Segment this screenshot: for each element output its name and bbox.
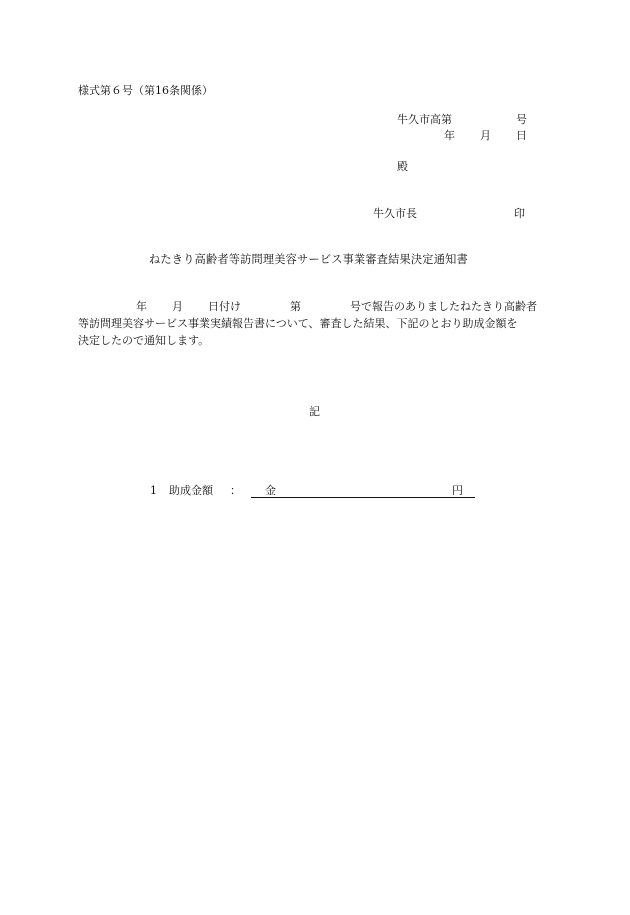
- amount-prefix: 金: [265, 484, 276, 497]
- form-number: 様式第６号（第16条関係）: [78, 84, 213, 97]
- issuer-name: 牛久市長: [373, 207, 417, 220]
- amount-underline: [251, 497, 475, 498]
- ki-heading: 記: [309, 405, 320, 418]
- date-day-label: 日: [516, 129, 527, 142]
- body-line-1-rest: 号で報告のありましたねたきり高齢者: [350, 300, 537, 313]
- subsidy-amount-label: 助成金額: [169, 484, 213, 497]
- document-title: ねたきり高齢者等訪問理美容サービス事業審査結果決定通知書: [149, 253, 468, 266]
- document-number-prefix: 牛久市高第: [397, 113, 452, 126]
- amount-unit: 円: [452, 484, 463, 497]
- body-line-3: 決定したので通知します。: [78, 334, 210, 347]
- date-month-label: 月: [480, 129, 491, 142]
- body-line-2: 等訪問理美容サービス事業実績報告書について、審査した結果、下記のとおり助成金額を: [78, 317, 518, 330]
- body-dai-label: 第: [290, 300, 301, 313]
- addressee-honorific: 殿: [397, 160, 408, 173]
- body-paragraph: [78, 298, 558, 349]
- item-colon: ：: [230, 484, 241, 497]
- item-number: 1: [150, 484, 157, 497]
- body-year-label: 年: [136, 300, 147, 313]
- body-line-1: [78, 298, 558, 315]
- date-year-label: 年: [444, 129, 455, 142]
- document-number-suffix: 号: [516, 113, 527, 126]
- seal-mark: 印: [514, 207, 525, 220]
- body-month-label: 月: [172, 300, 183, 313]
- body-dated-label: 日付け: [208, 300, 241, 313]
